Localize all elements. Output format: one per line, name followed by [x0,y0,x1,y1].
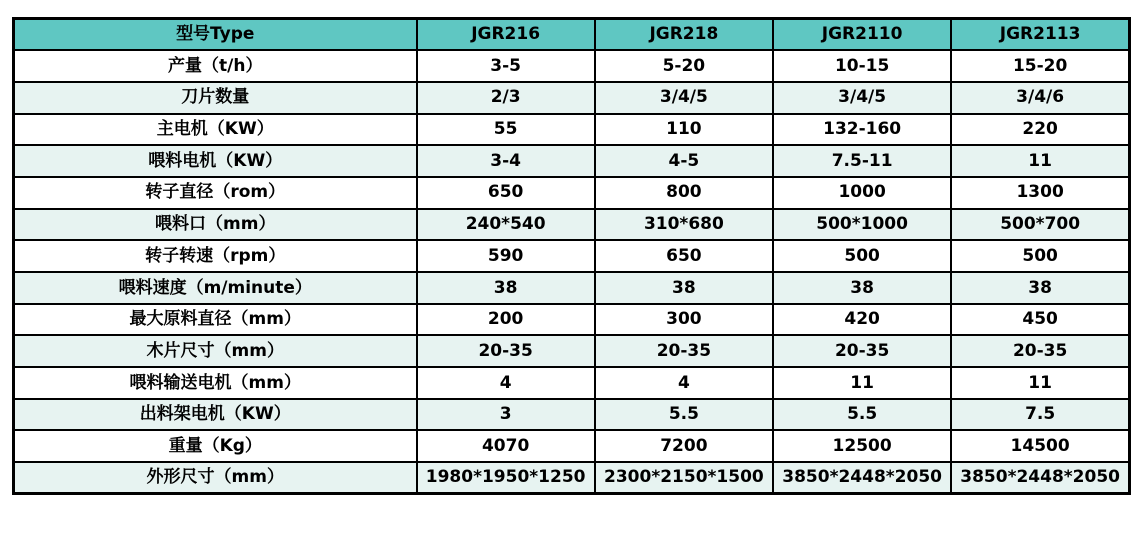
value-cell: 1980*1950*1250 [417,462,595,494]
table-row-feed-opening [14,209,1130,241]
value-cell: 7.5-11 [773,145,951,177]
row-label: 主电机（KW） [14,114,417,146]
header-row [14,19,1130,51]
value-cell: 220 [951,114,1129,146]
table-row-rotor-speed [14,240,1130,272]
value-cell: 300 [595,304,773,336]
value-cell: 20-35 [595,335,773,367]
value-cell: 132-160 [773,114,951,146]
value-cell: 3/4/6 [951,82,1129,114]
value-cell: 4-5 [595,145,773,177]
value-cell: 20-35 [773,335,951,367]
value-cell: 240*540 [417,209,595,241]
value-cell: 11 [951,367,1129,399]
value-cell: 5-20 [595,50,773,82]
value-cell: 15-20 [951,50,1129,82]
value-cell: 3/4/5 [773,82,951,114]
value-cell: 10-15 [773,50,951,82]
table-row-rotor-diameter [14,177,1130,209]
value-cell: 20-35 [951,335,1129,367]
column-header-model-type: 型号Type [14,19,417,51]
spec-table [12,17,1131,495]
value-cell: 450 [951,304,1129,336]
value-cell: 7200 [595,430,773,462]
value-cell: 3850*2448*2050 [773,462,951,494]
row-label: 喂料口（mm） [14,209,417,241]
table-row-max-material-diameter [14,304,1130,336]
value-cell: 20-35 [417,335,595,367]
table-row-main-motor [14,114,1130,146]
value-cell: 38 [773,272,951,304]
value-cell: 7.5 [951,399,1129,431]
column-header-jgr216: JGR216 [417,19,595,51]
value-cell: 5.5 [595,399,773,431]
table-row-weight [14,430,1130,462]
value-cell: 1000 [773,177,951,209]
row-label: 重量（Kg） [14,430,417,462]
value-cell: 500*1000 [773,209,951,241]
value-cell: 14500 [951,430,1129,462]
table-row-feed-speed [14,272,1130,304]
value-cell: 2300*2150*1500 [595,462,773,494]
value-cell: 420 [773,304,951,336]
value-cell: 110 [595,114,773,146]
row-label: 喂料电机（KW） [14,145,417,177]
value-cell: 5.5 [773,399,951,431]
value-cell: 2/3 [417,82,595,114]
value-cell: 1300 [951,177,1129,209]
value-cell: 500 [773,240,951,272]
value-cell: 4070 [417,430,595,462]
value-cell: 800 [595,177,773,209]
row-label: 刀片数量 [14,82,417,114]
column-header-jgr2113: JGR2113 [951,19,1129,51]
value-cell: 650 [595,240,773,272]
table-row-feed-conveyor-motor [14,367,1130,399]
value-cell: 3 [417,399,595,431]
row-label: 转子直径（rom） [14,177,417,209]
value-cell: 38 [595,272,773,304]
value-cell: 11 [951,145,1129,177]
value-cell: 3-5 [417,50,595,82]
row-label: 外形尺寸（mm） [14,462,417,494]
value-cell: 500*700 [951,209,1129,241]
value-cell: 650 [417,177,595,209]
value-cell: 12500 [773,430,951,462]
value-cell: 500 [951,240,1129,272]
value-cell: 11 [773,367,951,399]
value-cell: 55 [417,114,595,146]
row-label: 出料架电机（KW） [14,399,417,431]
row-label: 最大原料直径（mm） [14,304,417,336]
value-cell: 3850*2448*2050 [951,462,1129,494]
value-cell: 310*680 [595,209,773,241]
value-cell: 200 [417,304,595,336]
row-label: 产量（t/h） [14,50,417,82]
table-row-discharge-rack-motor [14,399,1130,431]
column-header-jgr2110: JGR2110 [773,19,951,51]
value-cell: 38 [951,272,1129,304]
row-label: 转子转速（rpm） [14,240,417,272]
table-row-capacity [14,50,1130,82]
row-label: 木片尺寸（mm） [14,335,417,367]
value-cell: 4 [595,367,773,399]
table-row-feed-motor [14,145,1130,177]
column-header-jgr218: JGR218 [595,19,773,51]
row-label: 喂料速度（m/minute） [14,272,417,304]
table-row-chip-size [14,335,1130,367]
table-row-blade-count [14,82,1130,114]
value-cell: 4 [417,367,595,399]
row-label: 喂料输送电机（mm） [14,367,417,399]
value-cell: 3/4/5 [595,82,773,114]
value-cell: 590 [417,240,595,272]
value-cell: 38 [417,272,595,304]
value-cell: 3-4 [417,145,595,177]
table-row-overall-dimensions [14,462,1130,494]
